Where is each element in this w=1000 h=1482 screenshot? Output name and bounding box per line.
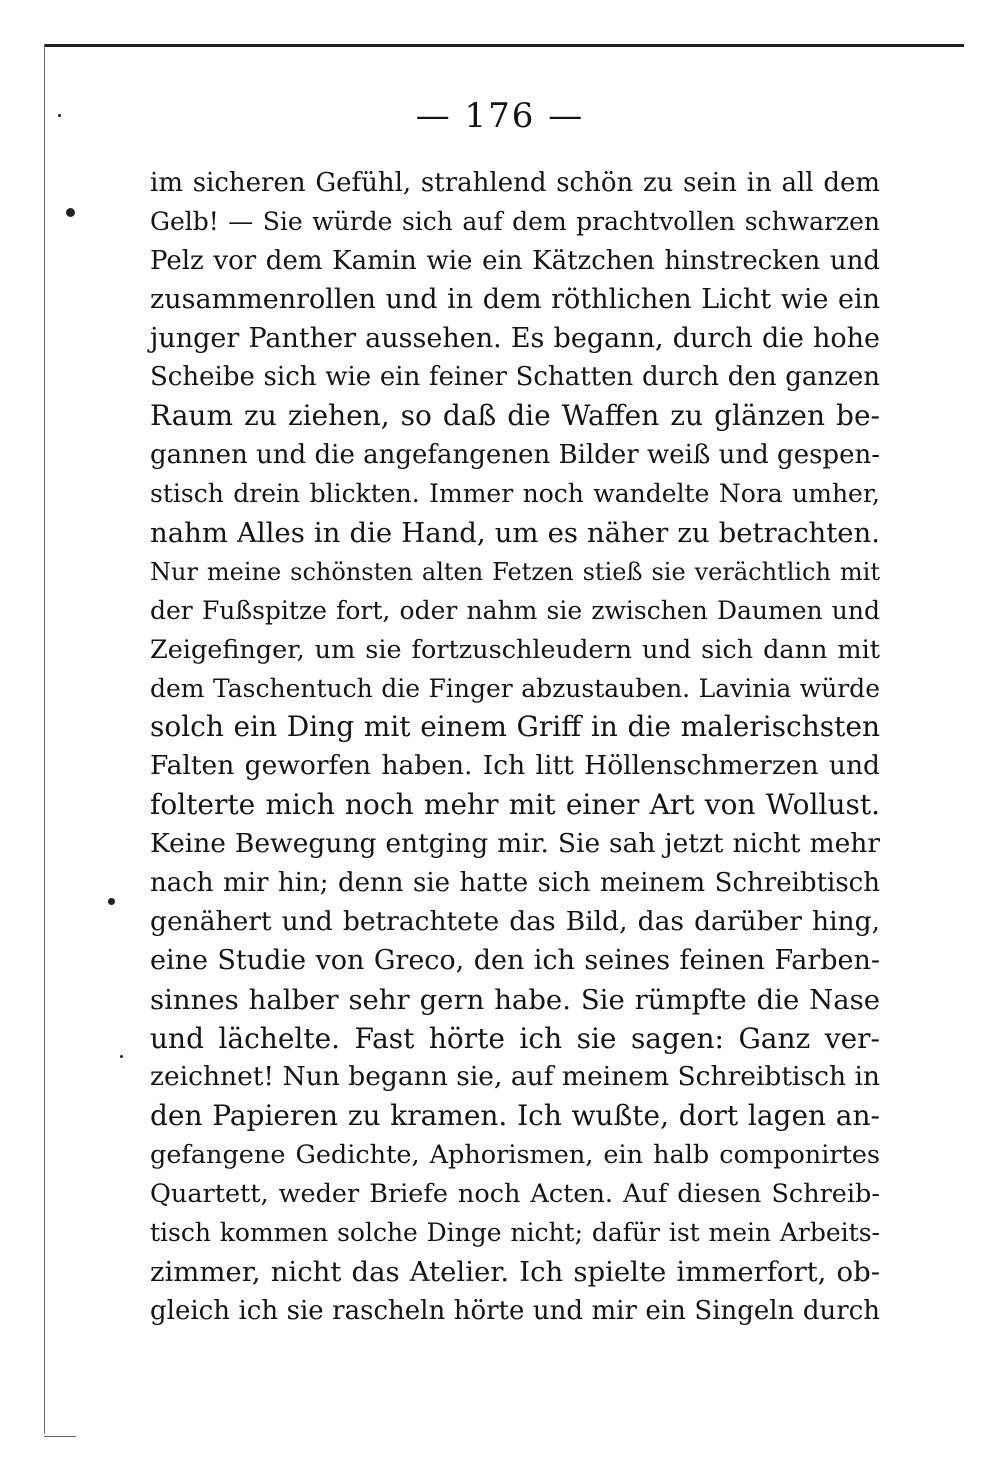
text-line: zeichnet! Nun begann sie, auf meinem Schreibtisch in bbox=[150, 1061, 880, 1093]
text-line: junger Panther aussehen. Es begann, durch die hohe bbox=[150, 322, 880, 354]
text-line: gleich ich sie rascheln hörte und mir ein Singeln durch bbox=[150, 1295, 880, 1326]
text-line: tisch kommen solche Dinge nicht; dafür ist mein Arbeits- bbox=[150, 1218, 880, 1248]
text-line: Pelz vor dem Kamin wie ein Kätzchen hinstrecken und bbox=[150, 245, 880, 276]
text-line: sinnes halber sehr gern habe. Sie rümpfte die Nase bbox=[150, 983, 880, 1016]
text-line: eine Studie von Greco, den ich seines feinen Farben- bbox=[150, 944, 880, 976]
text-line: solch ein Ding mit einem Griff in die malerischsten bbox=[150, 710, 880, 744]
text-line: Zeigefinger, um sie fortzuschleudern und sich dann mit bbox=[150, 634, 880, 665]
text-line: nach mir hin; denn sie hatte sich meinem Schreibtisch bbox=[150, 868, 880, 899]
page-bottom-border bbox=[44, 1436, 76, 1437]
scan-speck bbox=[66, 208, 75, 217]
text-line: folterte mich noch mehr mit einer Art von Wollust. bbox=[150, 788, 880, 822]
scan-speck bbox=[108, 898, 115, 905]
text-line: gannen und die angefangenen Bilder weiß und gespen- bbox=[150, 440, 880, 471]
text-line: Falten geworfen haben. Ich litt Höllenschmerzen und bbox=[150, 750, 880, 782]
body-text bbox=[150, 164, 880, 1331]
text-line: im sicheren Gefühl, strahlend schön zu sein in all dem bbox=[150, 168, 880, 198]
scan-speck bbox=[120, 1055, 123, 1058]
text-line: genähert und betrachtete das Bild, das darüber hing, bbox=[150, 905, 880, 937]
text-line: Keine Bewegung entging mir. Sie sah jetzt nicht mehr bbox=[150, 828, 880, 860]
page-number: — 176 — bbox=[415, 96, 585, 136]
text-line: gefangene Gedichte, Aphorismen, ein halb componirtes bbox=[150, 1140, 880, 1171]
text-line: zimmer, nicht das Atelier. Ich spielte immerfort, ob- bbox=[150, 1255, 880, 1288]
text-line: Gelb! — Sie würde sich auf dem prachtvollen schwarzen bbox=[150, 206, 880, 236]
text-line: den Papieren zu kramen. Ich wußte, dort lagen an- bbox=[150, 1099, 880, 1133]
text-line: der Fußspitze fort, oder nahm sie zwischen Daumen und bbox=[150, 595, 880, 625]
page-left-border bbox=[44, 44, 45, 1434]
text-line: Scheibe sich wie ein feiner Schatten durch den ganzen bbox=[150, 362, 880, 393]
text-line: zusammenrollen und in dem röthlichen Licht wie ein bbox=[150, 283, 880, 315]
text-line: Quartett, weder Briefe noch Acten. Auf diesen Schreib- bbox=[150, 1179, 880, 1210]
text-line: nahm Alles in die Hand, um es näher zu betrachten. bbox=[150, 517, 880, 550]
text-line: Raum zu ziehen, so daß die Waffen zu glänzen be- bbox=[150, 399, 880, 433]
text-line: Nur meine schönsten alten Fetzen stieß sie verächtlich mit bbox=[150, 557, 880, 586]
page-top-border bbox=[44, 44, 964, 47]
text-line: dem Taschentuch die Finger abzustauben. Lavinia würde bbox=[150, 673, 880, 703]
text-line: stisch drein blickten. Immer noch wandelte Nora umher, bbox=[150, 479, 880, 509]
text-line: und lächelte. Fast hörte ich sie sagen: Ganz ver- bbox=[150, 1021, 880, 1055]
